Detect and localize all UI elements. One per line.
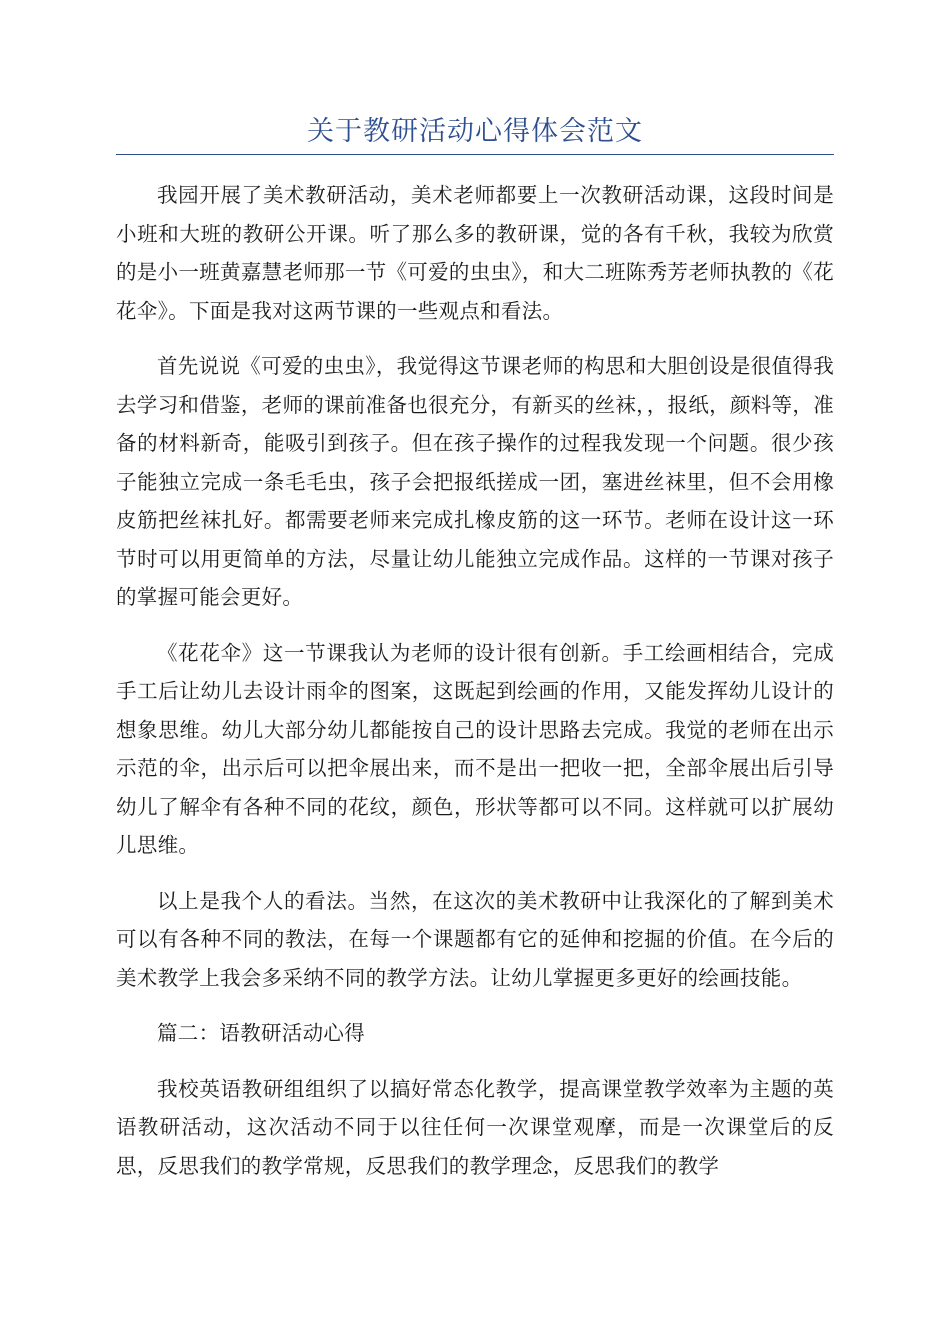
paragraph-2: 首先说说《可爱的虫虫》，我觉得这节课老师的构思和大胆创设是很值得我去学习和借鉴，老师的课前准备也很充分，有新买的丝袜，，报纸，颜料等，准备的材料新奇，能吸引到孩子。但在孩子操作的过程我发现一个问题。很少孩子能独立完成一条毛毛虫，孩子会把报纸搓成一团，塞进丝袜里，但不会用橡皮筋把丝袜扎好。都需要老师来完成扎橡皮筋的这一环节。老师在设计这一环节时可以用更简单的方法，尽量让幼儿能独立完成作品。这样的一节课对孩子的掌握可能会更好。 [116, 354, 834, 609]
document-body [116, 176, 834, 1202]
paragraph-4: 以上是我个人的看法。当然，在这次的美术教研中让我深化的了解到美术可以有各种不同的教法，在每一个课题都有它的延伸和挖掘的价值。在今后的美术教学上我会多采纳不同的教学方法。让幼儿掌握更多更好的绘画技能。 [116, 888, 834, 990]
page-title: 关于教研活动心得体会范文 [307, 116, 643, 147]
paragraph-3: 《花花伞》这一节课我认为老师的设计很有创新。手工绘画相结合，完成手工后让幼儿去设计雨伞的图案，这既起到绘画的作用，又能发挥幼儿设计的想象思维。幼儿大部分幼儿都能按自己的设计思路去完成。我觉的老师在出示示范的伞，出示后可以把伞展出来，而不是出一把收一把，全部伞展出后引导幼儿了解伞有各种不同的花纹，颜色，形状等都可以不同。这样就可以扩展幼儿思维。 [116, 640, 834, 857]
paragraph-1: 我园开展了美术教研活动，美术老师都要上一次教研活动课，这段时间是小班和大班的教研公开课。听了那么多的教研课，觉的各有千秋，我较为欣赏的是小一班黄嘉慧老师那一节《可爱的虫虫》，和大二班陈秀芳老师执教的《花花伞》。下面是我对这两节课的一些观点和看法。 [116, 183, 834, 323]
title-underline [116, 154, 834, 155]
section-heading-part-two: 篇二：语教研活动心得 [157, 1021, 365, 1045]
paragraph-5: 我校英语教研组组织了以搞好常态化教学，提高课堂教学效率为主题的英语教研活动，这次活动不同于以往任何一次课堂观摩，而是一次课堂后的反思，反思我们的教学常规，反思我们的教学理念，反思我们的教学 [116, 1076, 834, 1178]
